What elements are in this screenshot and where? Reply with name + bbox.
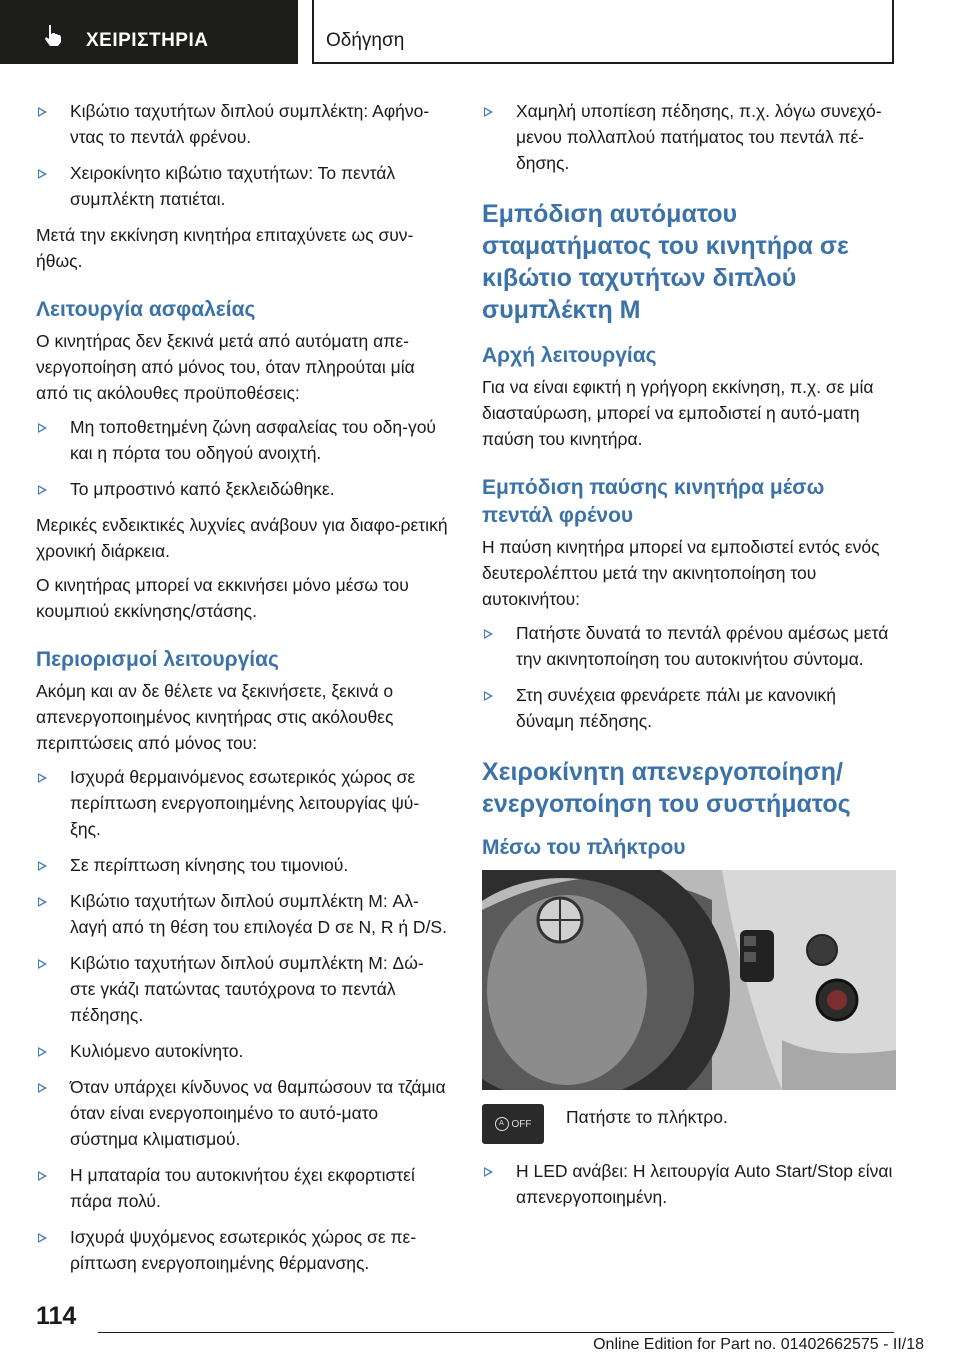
paragraph: Μερικές ενδεικτικές λυχνίες ανάβουν για διαφο-ρετική χρονική διάρκεια. <box>36 515 448 561</box>
list-item <box>36 888 448 940</box>
heading-limits: Περιορισμοί λειτουργίας <box>36 648 279 671</box>
list-item-text: Μη τοποθετημένη ζώνη ασφαλείας του οδη-γού και η πόρτα του οδηγού ανοιχτή. <box>70 417 436 463</box>
list-item-text: Ισχυρά ψυχόμενος εσωτερικός χώρος σε πε-ρίπτωση ενεργοποιημένης θέρμανσης. <box>70 1227 417 1273</box>
list-item <box>36 476 448 502</box>
list-item <box>36 950 448 1028</box>
paragraph: Για να είναι εφικτή η γρήγορη εκκίνηση, π.χ. σε μία διασταύρωση, μπορεί να εμποδιστεί η αυτό-ματη παύση του κινητήρα. <box>482 377 874 449</box>
triangle-bullet-icon <box>38 1047 47 1057</box>
list-item-text: Σε περίπτωση κίνησης του τιμονιού. <box>70 855 349 875</box>
list-item <box>36 1038 448 1064</box>
heading-button: Μέσω του πλήκτρου <box>482 836 686 859</box>
paragraph: Η παύση κινητήρα μπορεί να εμποδιστεί εντός ενός δευτερολέπτου μετά την ακινητοποίηση του αυτοκινήτου: <box>482 537 880 609</box>
list-item-text: Κιβώτιο ταχυτήτων διπλού συμπλέκτη: Αφήνο-ντας το πεντάλ φρένου. <box>70 101 430 147</box>
list-item <box>482 98 896 176</box>
auto-a-icon: A <box>495 1117 509 1131</box>
bullet-list <box>482 1158 896 1210</box>
triangle-bullet-icon <box>484 629 493 639</box>
page-number: 114 <box>36 1302 77 1330</box>
triangle-bullet-icon <box>38 1171 47 1181</box>
list-item-text: Χειροκίνητο κιβώτιο ταχυτήτων: Το πεντάλ συμπλέκτη πατιέται. <box>70 163 396 209</box>
list-item-text: Χαμηλή υποπίεση πέδησης, π.χ. λόγω συνεχό-μενου πολλαπλού πατήματος του πεντάλ πέ-δησης. <box>516 101 882 173</box>
auto-start-stop-off-button <box>482 1104 544 1144</box>
steering-wheel-illustration <box>482 870 896 1090</box>
section-title: Οδήγηση <box>326 30 405 51</box>
list-item-text: Κιβώτιο ταχυτήτων διπλού συμπλέκτη M: Αλ-λαγή από τη θέση του επιλογέα D σε N, R ή D/S. <box>70 891 447 937</box>
list-item <box>36 764 448 842</box>
paragraph: Ο κινητήρας δεν ξεκινά μετά από αυτόματη απε-νεργοποίηση από μόνος του, όταν πληρούται μία από τις ακόλουθες προϋποθέσεις: <box>36 331 415 403</box>
triangle-bullet-icon <box>484 107 493 117</box>
bullet-list <box>36 414 448 502</box>
heading-brake: Εμπόδιση παύσης κινητήρα μέσω πεντάλ φρένου <box>482 476 825 527</box>
paragraph: Μετά την εκκίνηση κινητήρα επιταχύνετε ως συν-ήθως. <box>36 225 414 271</box>
list-item-text: Κυλιόμενο αυτοκίνητο. <box>70 1041 244 1061</box>
list-item-text: Η LED ανάβει: Η λειτουργία Auto Start/Stop είναι απενεργοποιημένη. <box>516 1161 893 1207</box>
list-item <box>482 620 896 672</box>
heading-principle: Αρχή λειτουργίας <box>482 344 657 367</box>
triangle-bullet-icon <box>38 107 47 117</box>
list-item <box>36 852 448 878</box>
left-column <box>36 98 448 1286</box>
triangle-bullet-icon <box>38 1233 47 1243</box>
list-item <box>36 1224 448 1276</box>
list-item <box>482 682 896 734</box>
heading-prevent-stop: Εμπόδιση αυτόματου σταματήματος του κινητήρα σε κιβώτιο ταχυτήτων διπλού συμπλέκτη M <box>482 200 849 324</box>
triangle-bullet-icon <box>38 169 47 179</box>
paragraph: Ο κινητήρας μπορεί να εκκινήσει μόνο μέσω του κουμπιού εκκίνησης/στάσης. <box>36 575 409 621</box>
bullet-list <box>482 620 896 734</box>
triangle-bullet-icon <box>484 1167 493 1177</box>
triangle-bullet-icon <box>38 423 47 433</box>
list-item <box>36 1162 448 1214</box>
paragraph: Ακόμη και αν δε θέλετε να ξεκινήσετε, ξεκινά ο απενεργοποιημένος κινητήρας στις ακόλουθες περιπτώσεις από μόνος του: <box>36 681 394 753</box>
bullet-list <box>36 764 448 1276</box>
bullet-list <box>482 98 896 176</box>
heading-manual: Χειροκίνητη απενεργοποίηση/ ενεργοποίηση του συστήματος <box>482 758 851 818</box>
list-item <box>36 98 448 150</box>
triangle-bullet-icon <box>38 897 47 907</box>
right-column <box>482 98 896 1220</box>
bullet-list <box>36 98 448 212</box>
press-instruction: Πατήστε το πλήκτρο. <box>566 1107 728 1127</box>
list-item <box>482 1158 896 1210</box>
triangle-bullet-icon <box>38 773 47 783</box>
steering-wheel-photo <box>482 870 896 1090</box>
triangle-bullet-icon <box>38 485 47 495</box>
triangle-bullet-icon <box>38 1083 47 1093</box>
section-header <box>312 0 894 64</box>
triangle-bullet-icon <box>38 959 47 969</box>
list-item <box>36 160 448 212</box>
hand-pointer-icon <box>40 22 66 48</box>
list-item-text: Το μπροστινό καπό ξεκλειδώθηκε. <box>70 479 335 499</box>
chapter-tab[interactable] <box>0 0 298 64</box>
off-label: OFF <box>511 1118 532 1130</box>
list-item <box>36 414 448 466</box>
footer-edition: Online Edition for Part no. 01402662575 - II/18 <box>593 1336 924 1353</box>
list-item-text: Πατήστε δυνατά το πεντάλ φρένου αμέσως μετά την ακινητοποίηση του αυτοκινήτου σύντομα. <box>516 623 889 669</box>
triangle-bullet-icon <box>484 691 493 701</box>
heading-safety: Λειτουργία ασφαλείας <box>36 298 256 321</box>
list-item-text: Στη συνέχεια φρενάρετε πάλι με κανονική δύναμη πέδησης. <box>516 685 837 731</box>
list-item-text: Η μπαταρία του αυτοκινήτου έχει εκφορτιστεί πάρα πολύ. <box>70 1165 415 1211</box>
list-item-text: Όταν υπάρχει κίνδυνος να θαμπώσουν τα τζάμια όταν είναι ενεργοποιημένο το αυτό-ματο σύστημα κλιματισμού. <box>70 1077 446 1149</box>
chapter-title: ΧΕΙΡΙΣΤΗΡΙΑ <box>86 30 209 51</box>
list-item-text: Κιβώτιο ταχυτήτων διπλού συμπλέκτη M: Δώ-στε γκάζι πατώντας ταυτόχρονα το πεντάλ πέδησης. <box>70 953 424 1025</box>
triangle-bullet-icon <box>38 861 47 871</box>
button-instruction <box>482 1104 896 1144</box>
list-item-text: Ισχυρά θερμαινόμενος εσωτερικός χώρος σε περίπτωση ενεργοποιημένης λειτουργίας ψύ-ξης. <box>70 767 420 839</box>
list-item <box>36 1074 448 1152</box>
footer-divider <box>98 1332 894 1333</box>
